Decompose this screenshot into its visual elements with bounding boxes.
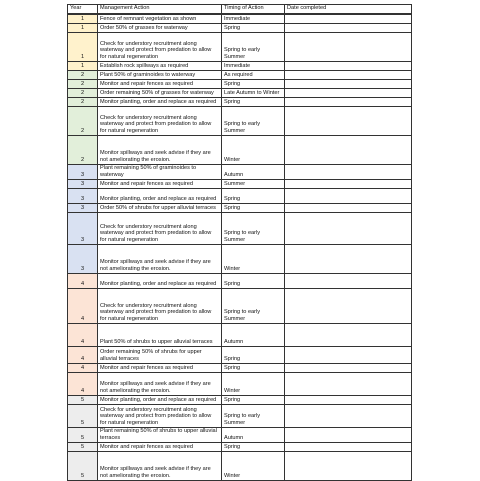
year-cell: 4 <box>67 347 97 363</box>
date-completed-cell[interactable] <box>284 33 412 61</box>
table-row <box>67 98 412 107</box>
timing-cell: Spring <box>221 98 284 106</box>
timing-cell: Spring to early Summer <box>221 213 284 244</box>
action-cell: Monitor spillways and seek advise if they are not ameliorating the erosion. <box>97 136 221 164</box>
table-row <box>67 71 412 80</box>
timing-cell: Spring <box>221 274 284 288</box>
action-cell: Monitor and repair fences as required <box>97 80 221 88</box>
year-cell: 2 <box>67 89 97 97</box>
action-cell: Check for understory recruitment along waterway and protect from predation to allow for natural regeneration <box>97 107 221 135</box>
action-cell: Establish rock spillways as required <box>97 62 221 70</box>
action-cell: Order remaining 50% of grasses for waterway <box>97 89 221 97</box>
year-cell: 2 <box>67 71 97 79</box>
table-row <box>67 405 412 428</box>
table-row <box>67 324 412 347</box>
timing-cell: Spring to early Summer <box>221 405 284 427</box>
timing-cell: Spring <box>221 396 284 404</box>
table-row <box>67 24 412 33</box>
year-cell: 3 <box>67 189 97 203</box>
timing-cell: Autumn <box>221 165 284 179</box>
date-completed-cell[interactable] <box>284 289 412 323</box>
timing-cell: Late Autumn to Winter <box>221 89 284 97</box>
year-cell: 2 <box>67 136 97 164</box>
action-cell: Monitor and repair fences as required <box>97 443 221 451</box>
year-cell: 1 <box>67 62 97 70</box>
table-row <box>67 204 412 213</box>
table-row <box>67 245 412 274</box>
timing-cell: Autumn <box>221 324 284 346</box>
table-row <box>67 180 412 189</box>
date-completed-cell[interactable] <box>284 62 412 70</box>
header-year: Year <box>67 5 97 13</box>
action-cell: Order 50% of grasses for waterway <box>97 24 221 32</box>
year-cell: 4 <box>67 373 97 395</box>
date-completed-cell[interactable] <box>284 71 412 79</box>
table-row <box>67 452 412 481</box>
timing-cell: Spring to early Summer <box>221 289 284 323</box>
date-completed-cell[interactable] <box>284 98 412 106</box>
action-cell: Monitor spillways and seek advise if they are not ameliorating the erosion. <box>97 373 221 395</box>
timing-cell: Winter <box>221 245 284 273</box>
timing-cell: Spring to early Summer <box>221 33 284 61</box>
year-cell: 1 <box>67 24 97 32</box>
year-cell: 5 <box>67 452 97 480</box>
timing-cell: Spring <box>221 443 284 451</box>
timing-cell: Spring <box>221 24 284 32</box>
date-completed-cell[interactable] <box>284 213 412 244</box>
table-row <box>67 364 412 373</box>
date-completed-cell[interactable] <box>284 136 412 164</box>
action-cell: Plant 50% of graminoides to waterway <box>97 71 221 79</box>
date-completed-cell[interactable] <box>284 245 412 273</box>
action-cell: Check for understory recruitment along waterway and protect from predation to allow for natural regeneration <box>97 33 221 61</box>
table-row <box>67 289 412 324</box>
timing-cell: Spring <box>221 80 284 88</box>
timing-cell: Spring to early Summer <box>221 107 284 135</box>
table-row <box>67 33 412 62</box>
date-completed-cell[interactable] <box>284 24 412 32</box>
action-cell: Check for understory recruitment along waterway and protect from predation to allow for natural regeneration <box>97 289 221 323</box>
action-cell: Monitor spillways and seek advise if they are not ameliorating the erosion. <box>97 452 221 480</box>
year-cell: 2 <box>67 107 97 135</box>
table-row <box>67 373 412 396</box>
date-completed-cell[interactable] <box>284 189 412 203</box>
year-cell: 4 <box>67 289 97 323</box>
year-cell: 1 <box>67 15 97 23</box>
date-completed-cell[interactable] <box>284 165 412 179</box>
header-timing: Timing of Action <box>221 5 284 13</box>
date-completed-cell[interactable] <box>284 180 412 188</box>
table-row <box>67 62 412 71</box>
timing-cell: Immediate <box>221 15 284 23</box>
year-cell: 5 <box>67 396 97 404</box>
date-completed-cell[interactable] <box>284 364 412 372</box>
table-row <box>67 89 412 98</box>
action-cell: Plant 50% of shrubs to upper alluvial terraces <box>97 324 221 346</box>
action-cell: Monitor spillways and seek advise if they are not ameliorating the erosion. <box>97 245 221 273</box>
timing-cell: Winter <box>221 373 284 395</box>
year-cell: 3 <box>67 213 97 244</box>
action-cell: Check for understory recruitment along waterway and protect from predation to allow for natural regeneration <box>97 213 221 244</box>
year-cell: 5 <box>67 405 97 427</box>
date-completed-cell[interactable] <box>284 396 412 404</box>
action-cell: Monitor planting, order and replace as required <box>97 189 221 203</box>
action-cell: Check for understory recruitment along waterway and protect from predation to allow for natural regeneration <box>97 405 221 427</box>
date-completed-cell[interactable] <box>284 15 412 23</box>
table-row <box>67 14 412 24</box>
management-schedule-table <box>67 4 412 481</box>
table-row <box>67 136 412 165</box>
header-date-completed: Date completed <box>284 5 412 13</box>
year-cell: 4 <box>67 364 97 372</box>
year-cell: 3 <box>67 165 97 179</box>
date-completed-cell[interactable] <box>284 107 412 135</box>
date-completed-cell[interactable] <box>284 274 412 288</box>
table-row <box>67 274 412 289</box>
year-cell: 2 <box>67 98 97 106</box>
year-cell: 4 <box>67 324 97 346</box>
timing-cell: Winter <box>221 452 284 480</box>
table-row <box>67 213 412 245</box>
year-cell: 1 <box>67 33 97 61</box>
table-row <box>67 80 412 89</box>
year-cell: 5 <box>67 428 97 442</box>
timing-cell: Autumn <box>221 428 284 442</box>
date-completed-cell[interactable] <box>284 443 412 451</box>
timing-cell: Spring <box>221 347 284 363</box>
timing-cell: As required <box>221 71 284 79</box>
year-cell: 3 <box>67 204 97 212</box>
date-completed-cell[interactable] <box>284 324 412 346</box>
table-row <box>67 165 412 180</box>
action-cell: Order 50% of shrubs for upper alluvial terraces <box>97 204 221 212</box>
date-completed-cell[interactable] <box>284 347 412 363</box>
action-cell: Plant remaining 50% of shrubs to upper alluvial terraces <box>97 428 221 442</box>
date-completed-cell[interactable] <box>284 452 412 480</box>
table-row <box>67 107 412 136</box>
date-completed-cell[interactable] <box>284 204 412 212</box>
action-cell: Order remaining 50% of shrubs for upper alluvial terraces <box>97 347 221 363</box>
timing-cell: Summer <box>221 180 284 188</box>
action-cell: Monitor and repair fences as required <box>97 364 221 372</box>
header-management-action: Management Action <box>97 5 221 13</box>
action-cell: Monitor and repair fences as required <box>97 180 221 188</box>
year-cell: 3 <box>67 245 97 273</box>
timing-cell: Immediate <box>221 62 284 70</box>
year-cell: 2 <box>67 80 97 88</box>
date-completed-cell[interactable] <box>284 373 412 395</box>
date-completed-cell[interactable] <box>284 89 412 97</box>
timing-cell: Spring <box>221 364 284 372</box>
date-completed-cell[interactable] <box>284 80 412 88</box>
header-row <box>67 4 412 14</box>
date-completed-cell[interactable] <box>284 405 412 427</box>
table-row <box>67 347 412 364</box>
timing-cell: Spring <box>221 189 284 203</box>
year-cell: 5 <box>67 443 97 451</box>
table-body <box>67 14 412 481</box>
action-cell: Monitor planting, order and replace as required <box>97 98 221 106</box>
table-row <box>67 428 412 443</box>
year-cell: 4 <box>67 274 97 288</box>
timing-cell: Winter <box>221 136 284 164</box>
table-row <box>67 443 412 452</box>
action-cell: Plant remaining 50% of graminoides to waterway <box>97 165 221 179</box>
table-row <box>67 396 412 405</box>
action-cell: Monitor planting, order and replace as required <box>97 274 221 288</box>
action-cell: Monitor planting, order and replace as required <box>97 396 221 404</box>
timing-cell: Spring <box>221 204 284 212</box>
date-completed-cell[interactable] <box>284 428 412 442</box>
action-cell: Fence of remnant vegetation as shown <box>97 15 221 23</box>
year-cell: 3 <box>67 180 97 188</box>
table-row <box>67 189 412 204</box>
